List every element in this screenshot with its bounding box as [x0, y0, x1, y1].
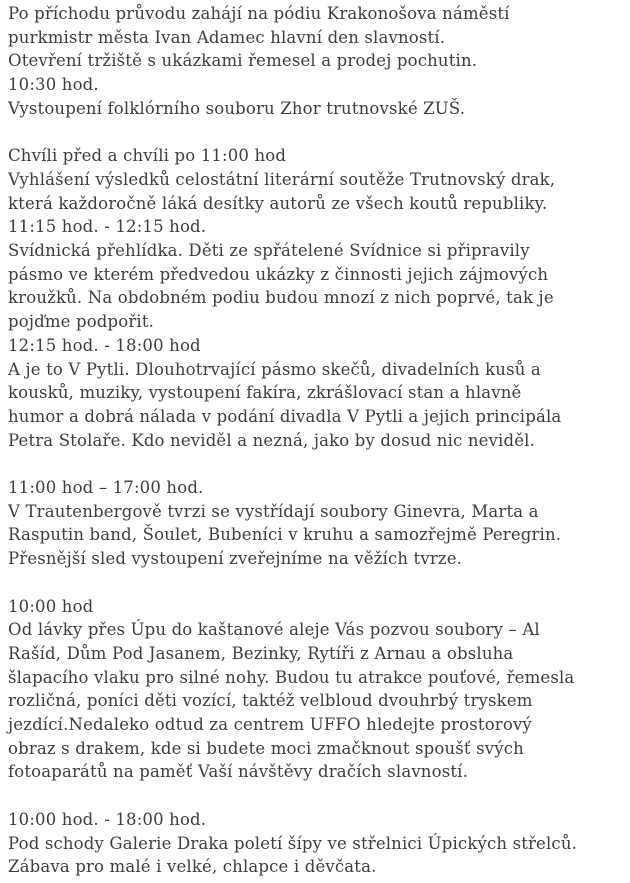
time-line: 10:00 hod: [8, 596, 94, 616]
text-line: Po příchodu průvodu zahájí na pódiu Krakonošova náměstí: [8, 4, 510, 23]
text-line: kousků, muziky, vystoupení fakíra, zkrášlovací stan a hlavně: [8, 383, 522, 403]
text-line: Vystoupení folklórního souboru Zhor trutnovské ZUŠ.: [8, 98, 466, 118]
text-line: Petra Stolaře. Kdo neviděl a nezná, jako by dosud nic neviděl.: [8, 430, 535, 450]
text-line: pásmo ve kterém předvedou ukázky z činnosti jejich zájmových: [8, 264, 549, 284]
text-line: Rašíd, Dům Pod Jasanem, Bezinky, Rytíři z Arnau a obsluha: [8, 643, 514, 663]
paragraph-opening-ceremony: [8, 2, 622, 121]
text-line: Rasputin band, Šoulet, Bubeníci v kruhu a samozřejmě Peregrin.: [8, 525, 562, 545]
time-line: Chvíli před a chvíli po 11:00 hod: [8, 146, 287, 166]
text-line: jezdící.Nedaleko odtud za centrem UFFO hledejte prostorový: [8, 715, 532, 735]
time-line: 10:00 hod. - 18:00 hod.: [8, 809, 207, 829]
text-line: Od lávky přes Úpu do kaštanové aleje Vás pozvou soubory – Al: [8, 620, 540, 640]
text-line: obraz s drakem, kde si budete moci zmačknout spoušť svých: [8, 738, 524, 758]
text-line: fotoaparátů na paměť Vaší návštěvy dračích slavností.: [8, 762, 468, 782]
paragraph-chestnut-alley: [8, 595, 622, 785]
text-line: šlapacího vlaku pro silné nohy. Budou tu atrakce pouťové, řemesla: [8, 667, 575, 687]
text-line: purkmistr města Ivan Adamec hlavní den slavností.: [8, 27, 446, 47]
text-line: pojďme podpořit.: [8, 312, 155, 332]
text-line: Otevření tržiště s ukázkami řemesel a prodej pochutin.: [8, 51, 478, 71]
text-line: V Trautenbergově tvrzi se vystřídají soubory Ginevra, Marta a: [8, 501, 539, 521]
text-line: rozličná, poníci děti vozící, taktéž velbloud dvouhrbý tryskem: [8, 691, 533, 711]
time-line: 10:30 hod.: [8, 75, 99, 95]
text-line: Vyhlášení výsledků celostátní literární soutěže Trutnovský drak,: [8, 169, 556, 189]
text-line: Zábava pro malé i velké, chlapce i děvčata.: [8, 857, 377, 877]
text-line: Přesnější sled vystoupení zveřejníme na věžích tvrze.: [8, 549, 463, 569]
paragraph-main-stage-program: [8, 144, 622, 452]
text-line: kroužků. Na obdobném podiu budou mnozí z nich poprvé, tak je: [8, 288, 554, 308]
time-line: 11:15 hod. - 12:15 hod.: [8, 217, 207, 237]
time-line: 12:15 hod. - 18:00 hod: [8, 335, 201, 355]
text-line: A je to V Pytli. Dlouhotrvající pásmo skečů, divadelních kusů a: [8, 359, 541, 379]
time-line: 11:00 hod – 17:00 hod.: [8, 478, 204, 498]
paragraph-trautenberk-fortress: [8, 476, 622, 571]
text-line: Pod schody Galerie Draka poletí šípy ve střelnici Úpických střelců.: [8, 833, 578, 853]
paragraph-shooting-range: [8, 808, 622, 879]
text-line: která každoročně láká desítky autorů ze všech koutů republiky.: [8, 193, 548, 213]
text-line: Svídnická přehlídka. Děti ze spřátelené Svídnice si připravily: [8, 241, 530, 261]
text-line: humor a dobrá nálada v podání divadla V Pytli a jejich principála: [8, 406, 562, 426]
